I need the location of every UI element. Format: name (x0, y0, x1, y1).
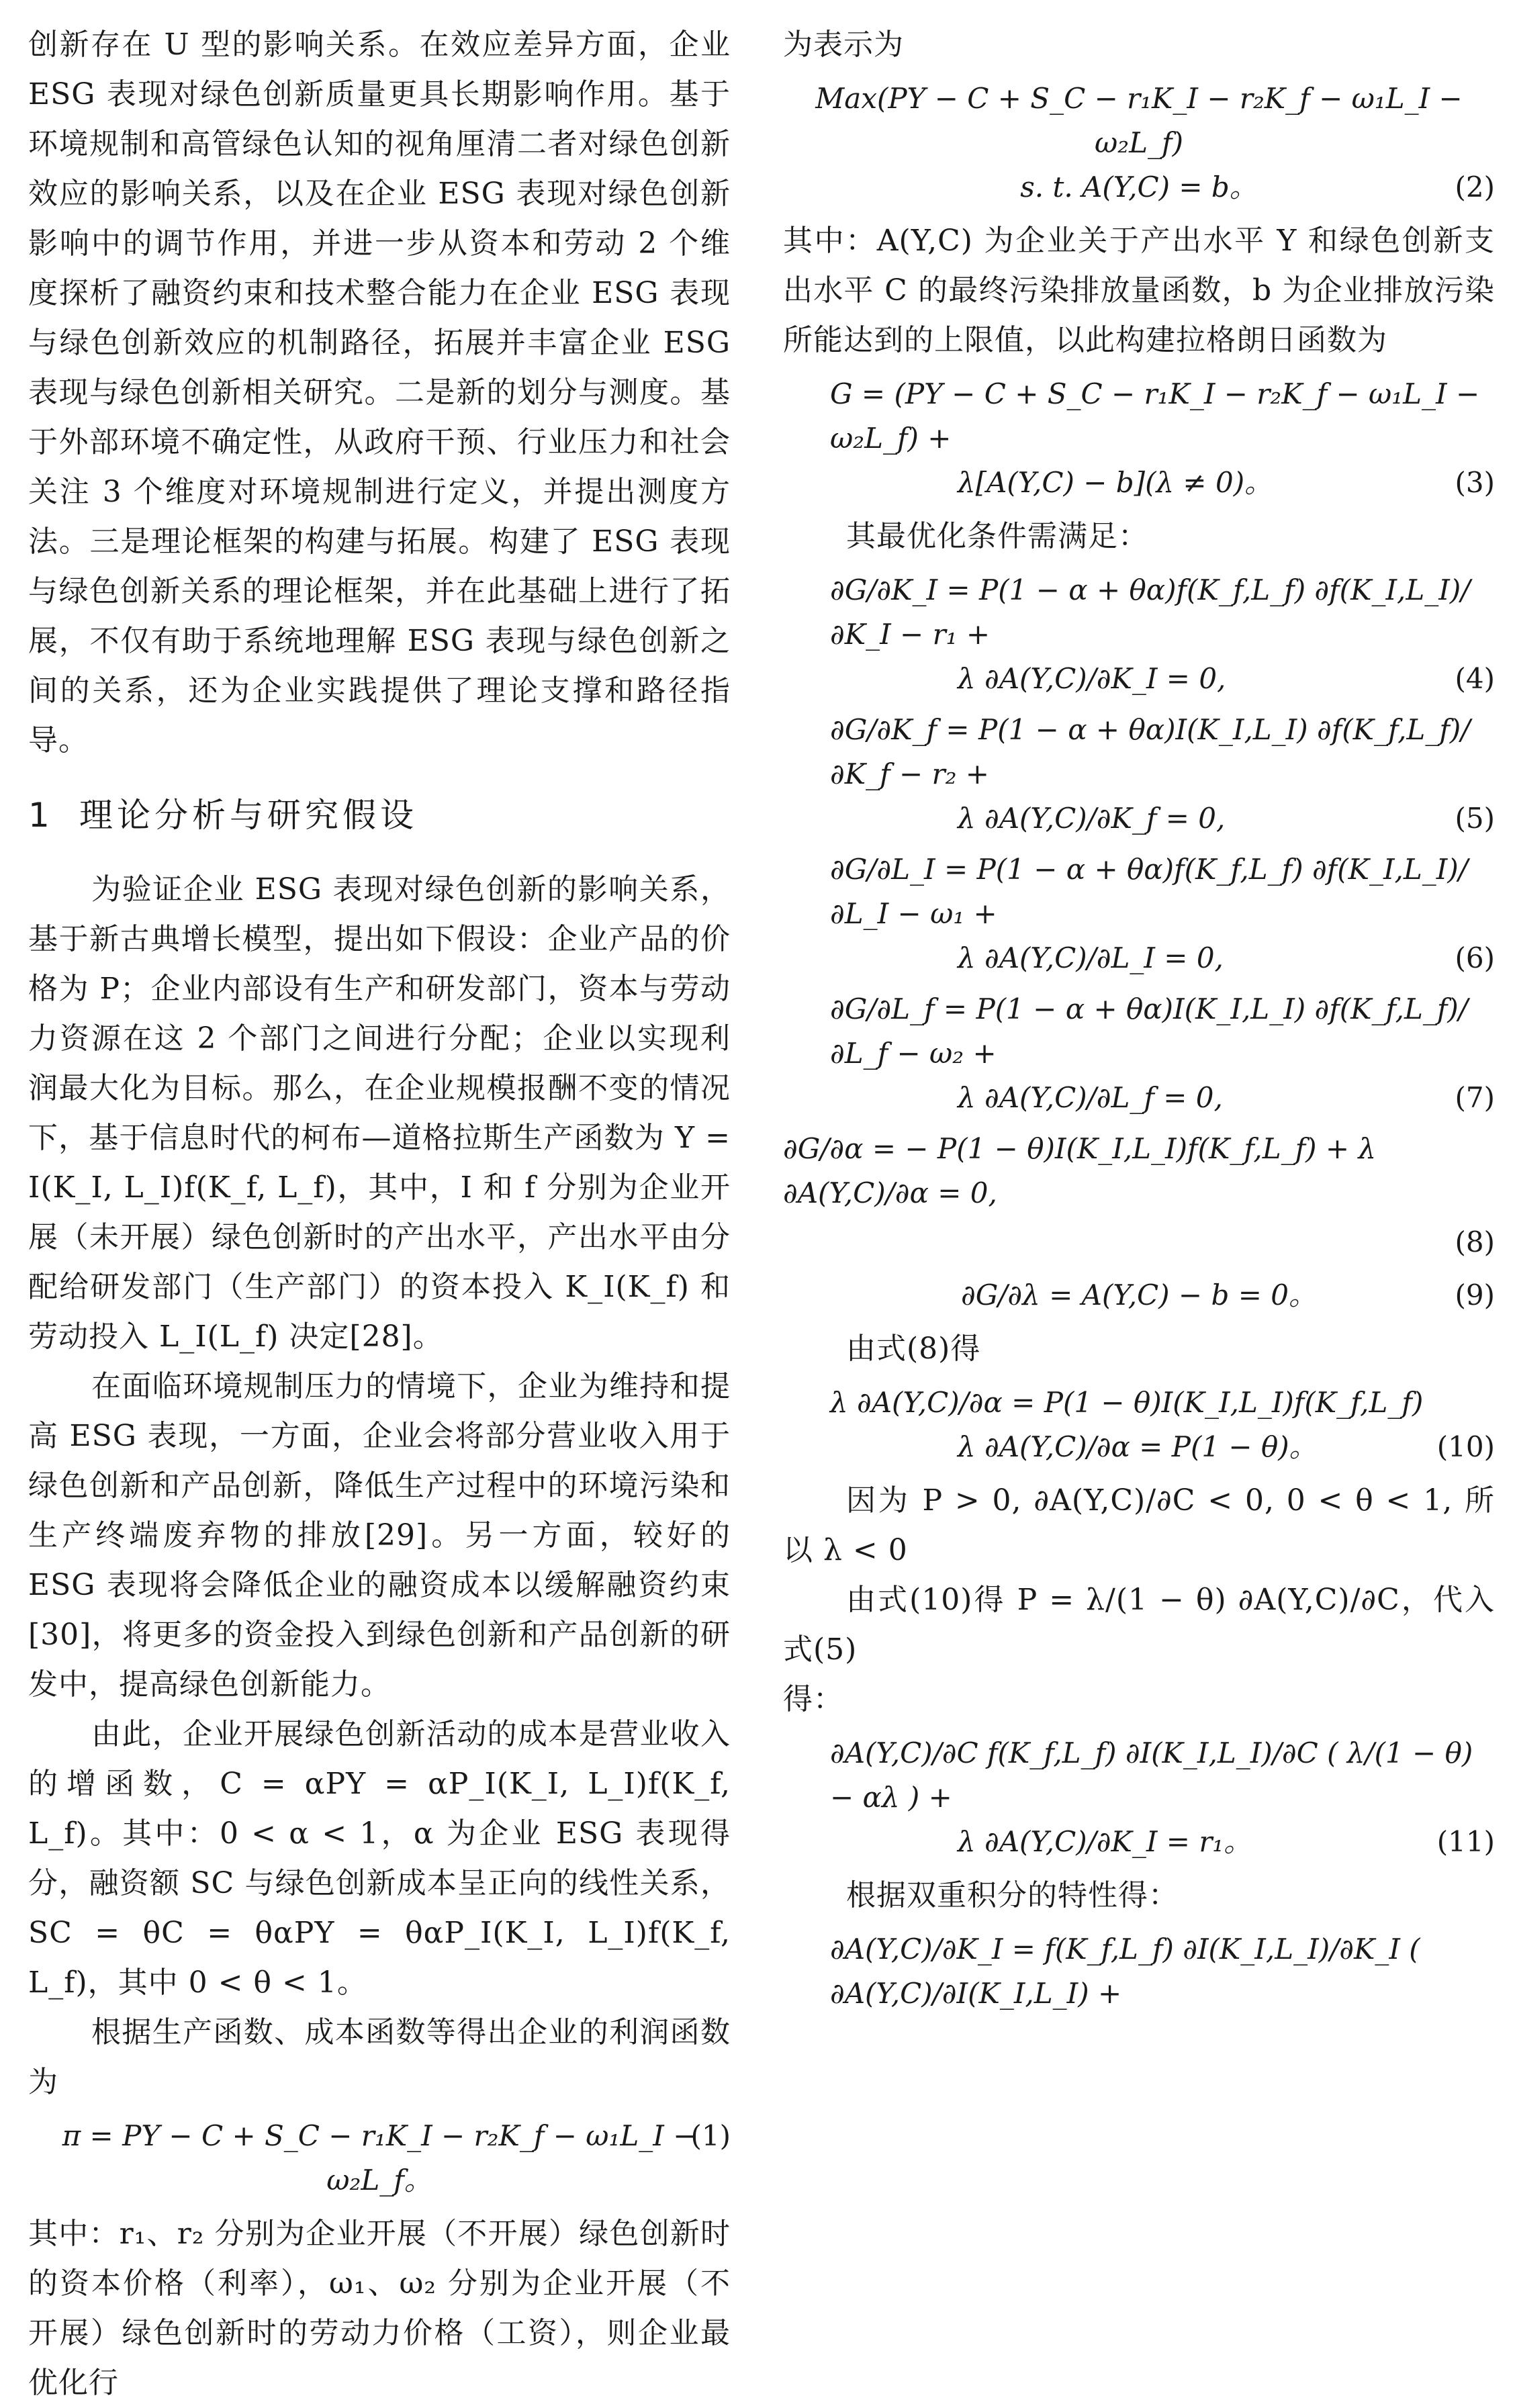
equation-12-body: ∂A(Y,C)/∂K_I = f(K_f,L_f) ∂I(K_I,L_I)/∂K_I ( ∂A(Y,C)/∂I(K_I,L_I) + (830, 1933, 1420, 2010)
equation-10-number: (10) (1436, 1430, 1495, 1463)
equation-8 (783, 1127, 1495, 1215)
equation-4-line-1: ∂G/∂K_I = P(1 − α + θα)f(K_f,L_f) ∂f(K_I,L_I)/∂K_I − r₁ + (830, 573, 1471, 651)
equation-8-body: ∂G/∂α = − P(1 − θ)I(K_I,L_I)f(K_f,L_f) + λ ∂A(Y,C)/∂α = 0, (783, 1132, 1377, 1209)
equation-2-line-1: Max(PY − C + S_C − r₁K_I − r₂K_f − ω₁L_I − ω₂L_f) (815, 82, 1463, 159)
equation-4-number: (4) (1455, 662, 1495, 695)
equation-2-number: (2) (1455, 171, 1495, 203)
equation-2 (783, 77, 1495, 210)
equation-8-number: (8) (1455, 1225, 1495, 1258)
equation-7-line-1: ∂G/∂L_f = P(1 − α + θα)I(K_I,L_I) ∂f(K_f,L_f)/∂L_f − ω₂ + (830, 992, 1468, 1070)
equation-12 (783, 1927, 1495, 2016)
equation-3-line-2: λ[A(Y,C) − b](λ ≠ 0)。 (958, 466, 1273, 499)
paragraph-regulation: 在面临环境规制压力的情境下，企业为维持和提高 ESG 表现，一方面，企业会将部分营业收入用于绿色创新和产品创新，降低生产过程中的环境污染和生产终端废弃物的排放[29]。另一方面，较好的 ESG 表现将会降低企业的融资成本以缓解融资约束[30]，将更多的资金投入到绿色创新和产品创新的研发中，提高绿色创新能力。 (28, 1369, 731, 1702)
section-number: 1 (28, 796, 54, 835)
equation-7 (783, 987, 1495, 1120)
equation-11-line-2: λ ∂A(Y,C)/∂K_I = r₁。 (958, 1825, 1252, 1858)
equation-9-body: ∂G/∂λ = A(Y,C) − b = 0。 (961, 1279, 1317, 1311)
equation-2-line-2: s. t. A(Y,C) = b。 (1020, 171, 1258, 203)
paragraph-double-integral: 根据双重积分的特性得： (846, 1878, 1179, 1912)
left-column (28, 20, 731, 2408)
intro-paragraph: 创新存在 U 型的影响关系。在效应差异方面，企业 ESG 表现对绿色创新质量更具长期影响作用。基于环境规制和高管绿色认知的视角厘清二者对绿色创新效应的影响关系，以及在企业 ESG 表现对绿色创新影响中的调节作用，并进一步从资本和劳动 2 个维度探析了融资约束和技术整合能力在企业 ESG 表现与绿色创新效应的机制路径，拓展并丰富企业 ESG 表现与绿色创新相关研究。二是新的划分与测度。基于外部环境不确定性，从政府干预、行业压力和社会关注 3 个维度对环境规制进行定义，并提出测度方法。三是理论框架的构建与拓展。构建了 ESG 表现与绿色创新关系的理论框架，并在此基础上进行了拓展，不仅有助于系统地理解 ESG 表现与绿色创新之间的关系，还为企业实践提供了理论支撑和路径指导。 (28, 28, 731, 757)
equation-1 (28, 2114, 731, 2203)
equation-9 (783, 1273, 1495, 1317)
paragraph-from-eq10: 由式(10)得 P = λ/(1 − θ) ∂A(Y,C)/∂C，代入式(5) (783, 1583, 1495, 1667)
paragraph-continued: 为表示为 (783, 28, 904, 62)
equation-5-line-1: ∂G/∂K_f = P(1 − α + θα)I(K_I,L_I) ∂f(K_f,L_f)/∂K_f − r₂ + (830, 713, 1471, 790)
equation-6 (783, 847, 1495, 980)
equation-6-line-1: ∂G/∂L_I = P(1 − α + θα)f(K_f,L_f) ∂f(K_I,L_I)/∂L_I − ω₁ + (830, 853, 1468, 930)
equation-9-number: (9) (1455, 1279, 1495, 1311)
equation-3-number: (3) (1455, 466, 1495, 499)
right-column (783, 20, 1495, 2023)
equation-10-line-2: λ ∂A(Y,C)/∂α = P(1 − θ)。 (958, 1430, 1318, 1463)
paragraph-because: 因为 P > 0, ∂A(Y,C)/∂C < 0, 0 < θ < 1, 所以 λ < 0 (783, 1483, 1495, 1567)
equation-3-line-1: G = (PY − C + S_C − r₁K_I − r₂K_f − ω₁L_I − ω₂L_f) + (830, 377, 1480, 455)
paragraph-hypothesis: 为验证企业 ESG 表现对绿色创新的影响关系，基于新古典增长模型，提出如下假设：企业产品的价格为 P；企业内部设有生产和研发部门，资本与劳动力资源在这 2 个部门之间进行分配；企业以实现利润最大化为目标。那么，在企业规模报酬不变的情况下，基于信息时代的柯布—道格拉斯生产函数为 Y = I(K_I, L_I)f(K_f, L_f)，其中，I 和 f 分别为企业开展（未开展）绿色创新时的产出水平，产出水平由分配给研发部门（生产部门）的资本投入 K_I(K_f) 和劳动投入 L_I(L_f) 决定[28]。 (28, 872, 731, 1354)
paragraph-from-eq8: 由式(8)得 (846, 1332, 981, 1366)
equation-7-number: (7) (1455, 1081, 1495, 1114)
equation-10-line-1: λ ∂A(Y,C)/∂α = P(1 − θ)I(K_I,L_I)f(K_f,L_f) (830, 1386, 1424, 1419)
equation-11 (783, 1731, 1495, 1864)
equation-5-line-2: λ ∂A(Y,C)/∂K_f = 0, (958, 802, 1226, 835)
equation-4 (783, 568, 1495, 701)
section-title: 理论分析与研究假设 (79, 796, 418, 835)
equation-3 (783, 372, 1495, 505)
equation-5-number: (5) (1455, 802, 1495, 835)
equation-1-body: π = PY − C + S_C − r₁K_I − r₂K_f − ω₁L_I − ω₂L_f。 (62, 2119, 697, 2196)
paragraph-lagrange: 其中：A(Y,C) 为企业关于产出水平 Y 和绿色创新支出水平 C 的最终污染排放量函数，b 为企业排放污染所能达到的上限值，以此构建拉格朗日函数为 (783, 224, 1495, 357)
section-heading (28, 788, 731, 842)
paragraph-optimality: 其最优化条件需满足： (846, 519, 1148, 553)
equation-1-number: (1) (690, 2119, 731, 2152)
paragraph-prices: 其中：r₁、r₂ 分别为企业开展（不开展）绿色创新时的资本价格（利率），ω₁、ω₂ 分别为企业开展（不开展）绿色创新时的劳动力价格（工资），则企业最优化行 (28, 2217, 731, 2400)
paragraph-cost-function: 由此，企业开展绿色创新活动的成本是营业收入的增函数，C = αPY = αP_I(K_I, L_I)f(K_f, L_f)。其中：0 < α < 1，α 为企业 ESG 表现得分，融资额 SC 与绿色创新成本呈正向的线性关系，SC = θC = θαPY = θαP_I(K_I, L_I)f(K_f, L_f)，其中 0 < θ < 1。 (28, 1717, 731, 2000)
equation-7-line-2: λ ∂A(Y,C)/∂L_f = 0, (958, 1081, 1223, 1114)
equation-6-number: (6) (1455, 941, 1495, 974)
paragraph-profit-intro: 根据生产函数、成本函数等得出企业的利润函数为 (28, 2015, 731, 2099)
equation-10 (783, 1381, 1495, 1469)
equation-11-number: (11) (1436, 1825, 1495, 1858)
equation-5 (783, 708, 1495, 841)
equation-4-line-2: λ ∂A(Y,C)/∂K_I = 0, (958, 662, 1226, 695)
paragraph-yields: 得： (783, 1682, 843, 1716)
equation-6-line-2: λ ∂A(Y,C)/∂L_I = 0, (958, 941, 1224, 974)
equation-11-line-1: ∂A(Y,C)/∂C f(K_f,L_f) ∂I(K_I,L_I)/∂C ( λ/(1 − θ) − αλ ) + (830, 1736, 1473, 1814)
